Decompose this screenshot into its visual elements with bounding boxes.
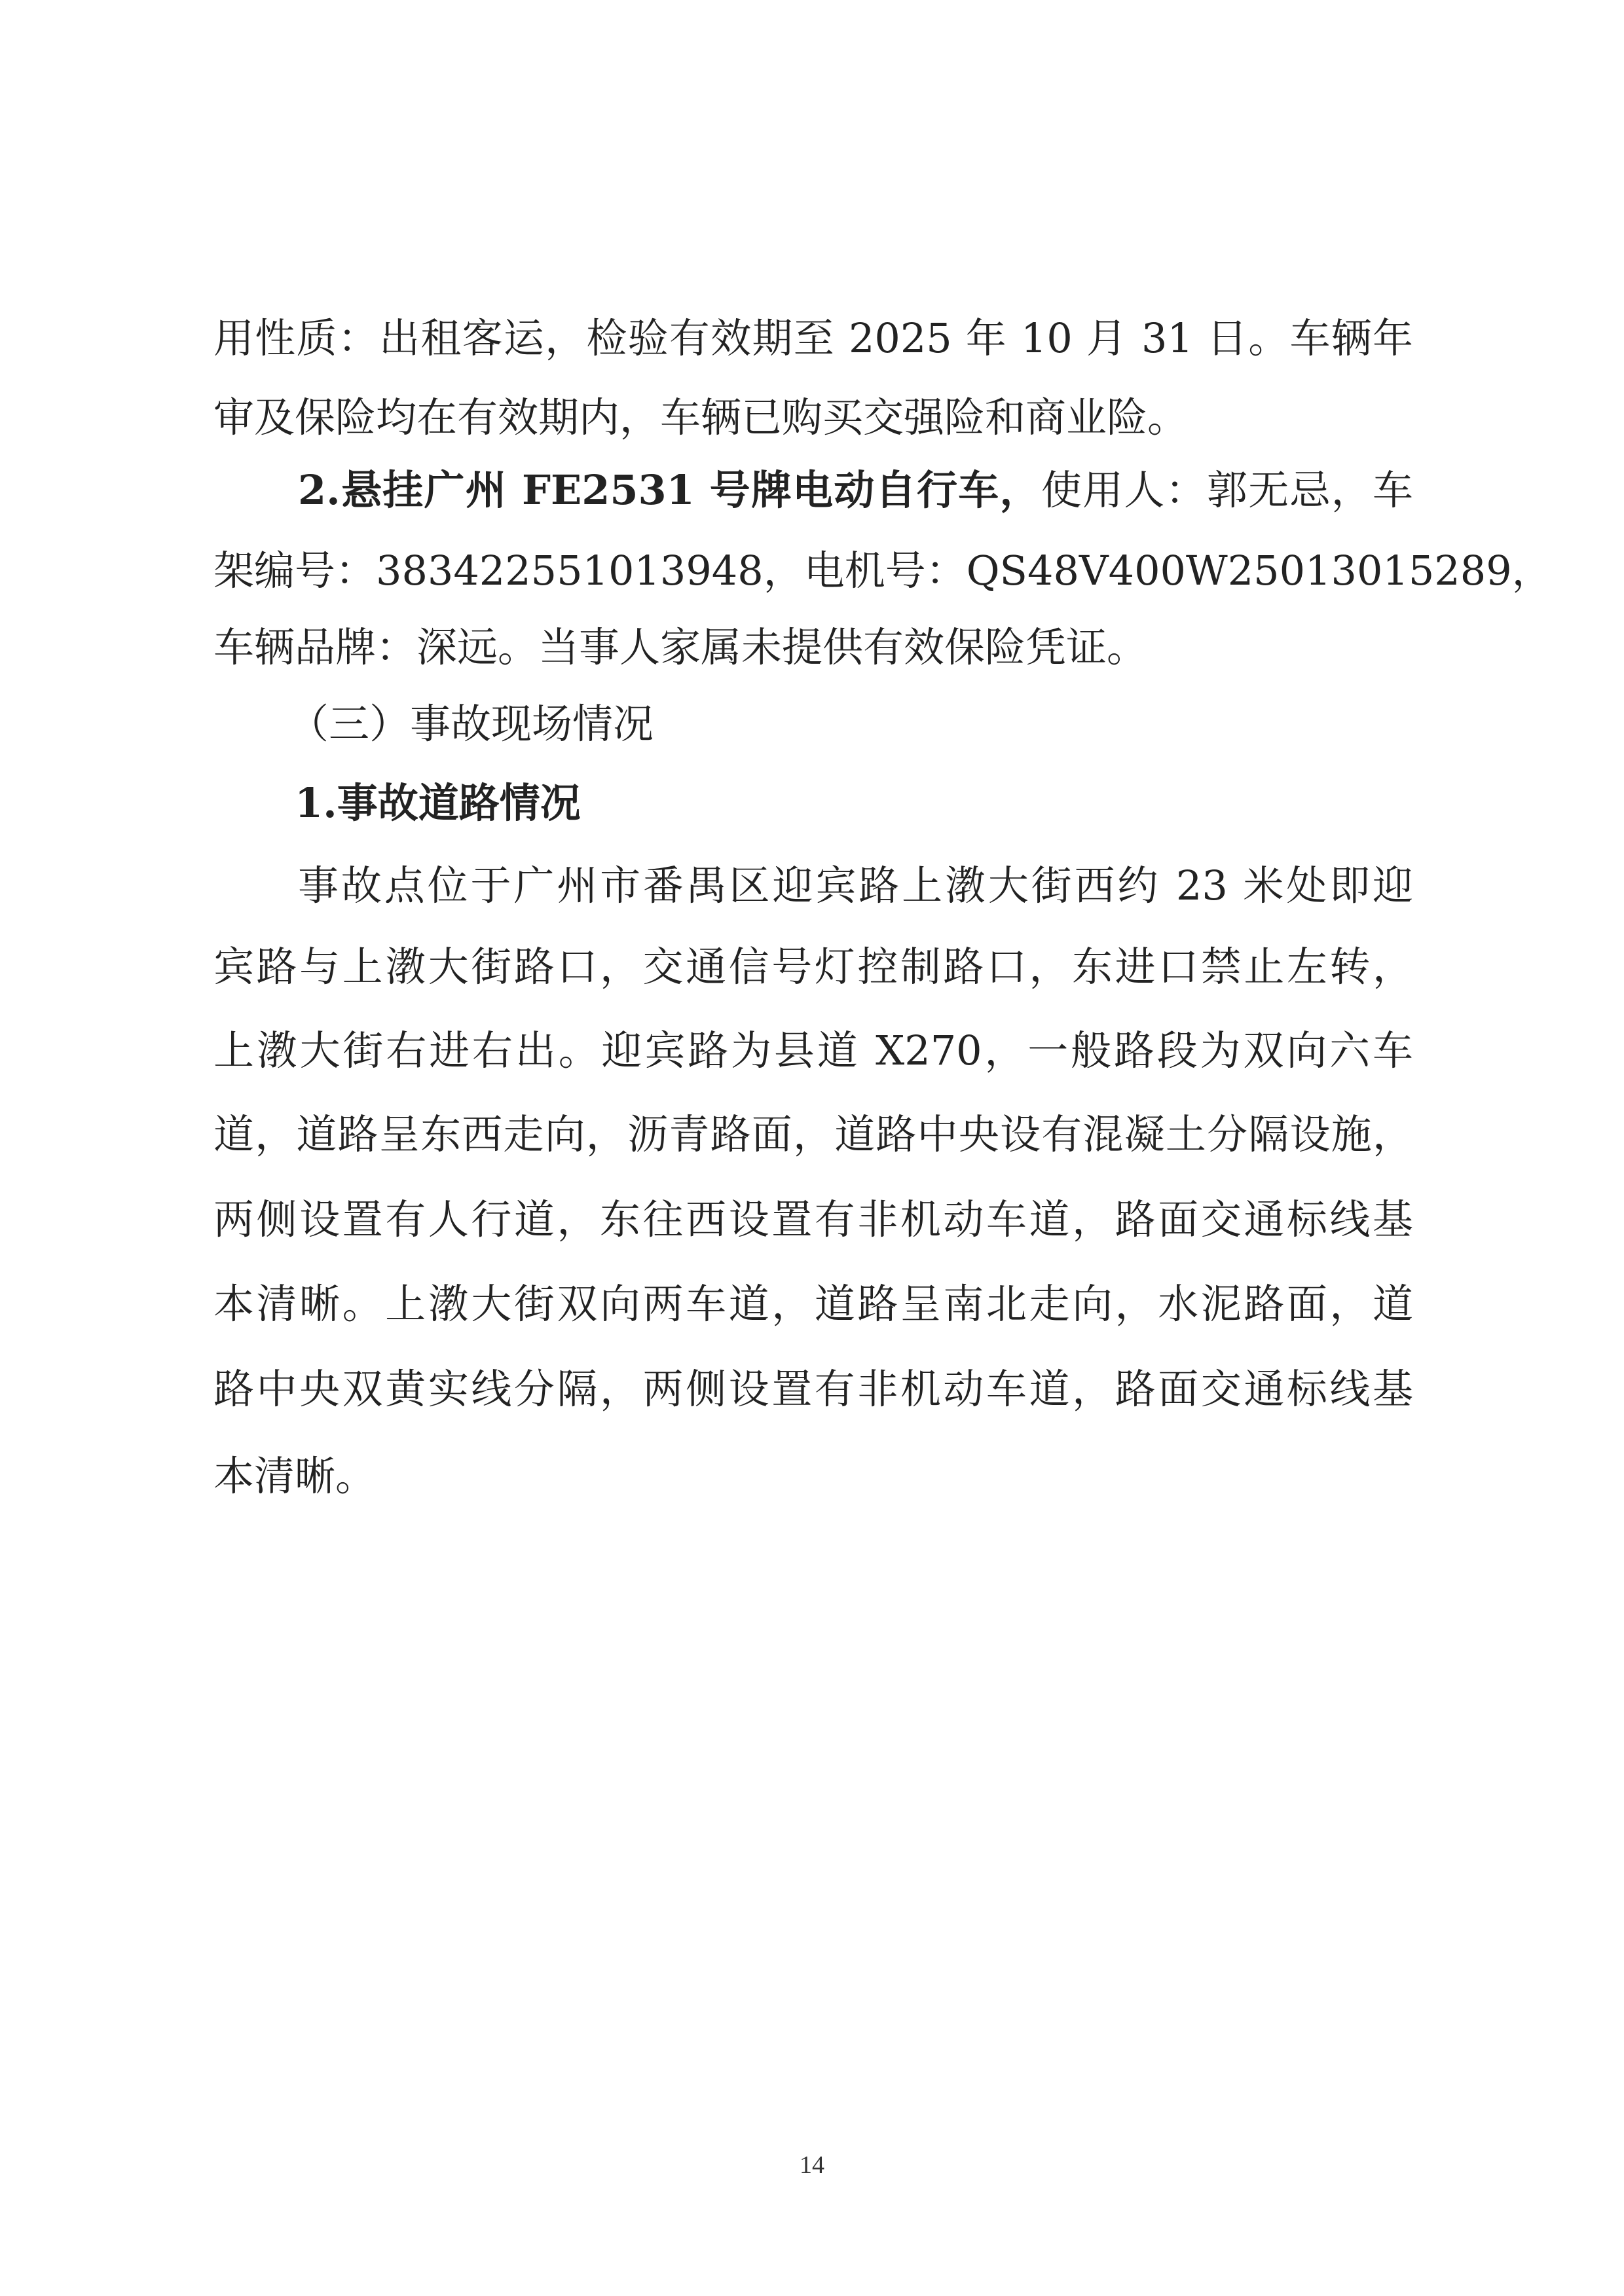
paragraph-line: 上漖大街右进右出。迎宾路为县道 X270，一般路段为双向六车 [213,1027,1413,1074]
paragraph-line: 用性质：出租客运，检验有效期至 2025 年 10 月 31 日。车辆年 [213,314,1413,362]
paragraph-line: 两侧设置有人行道，东往西设置有非机动车道，路面交通标线基 [213,1195,1413,1243]
paragraph-line: 本清晰。上漖大街双向两车道，道路呈南北走向，水泥路面，道 [213,1280,1413,1328]
paragraph-line: 车辆品牌：深远。当事人家属未提供有效保险凭证。 [213,623,1148,671]
vehicle-item-line [298,467,1413,513]
sub-heading: 1.事故道路情况 [295,779,581,827]
section-heading: （三）事故现场情况 [288,700,654,748]
paragraph-line: 审及保险均在有效期内，车辆已购买交强险和商业险。 [213,393,1189,441]
vehicle-item-heading: 2.悬挂广州 FE2531 号牌电动自行车， [298,466,1041,514]
paragraph-line: 架编号：383422551013948，电机号：QS48V400W25013015289， [213,547,1553,594]
paragraph-line: 本清晰。 [213,1452,377,1500]
paragraph-line: 事故点位于广州市番禺区迎宾路上漖大街西约 23 米处即迎 [298,862,1413,909]
paragraph-line: 宾路与上漖大街路口，交通信号灯控制路口，东进口禁止左转， [213,943,1413,991]
page-number: 14 [800,2151,824,2179]
paragraph-line: 道，道路呈东西走向，沥青路面，道路中央设有混凝土分隔设施， [213,1110,1413,1158]
vehicle-item-text: 使用人：郭无忌，车 [1041,466,1413,514]
paragraph-line: 路中央双黄实线分隔，两侧设置有非机动车道，路面交通标线基 [213,1365,1413,1413]
